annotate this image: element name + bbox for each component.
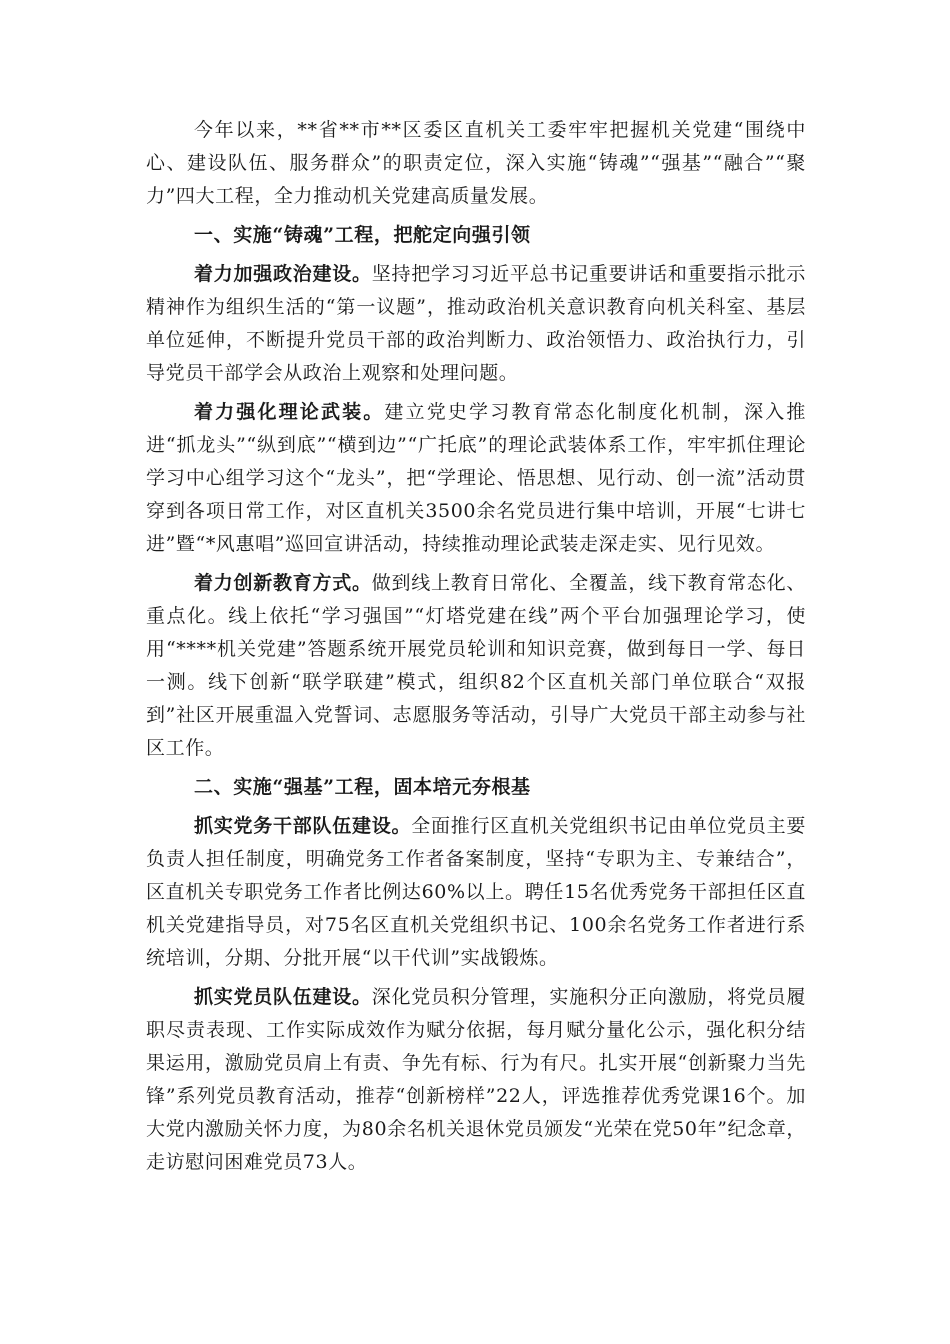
section-2-paragraph-2 (146, 981, 806, 1179)
paragraph-lead: 着力加强政治建设。 (194, 263, 372, 285)
paragraph-text: 做到线上教育日常化、全覆盖，线下教育常态化、重点化。线上依托“学习强国”“灯塔党建在线”两个平台加强理论学习，使用“****机关党建”答题系统开展党员轮训和知识竞赛，做到每日一学、每日一测。线下创新“联学联建”模式，组织82个区直机关部门单位联合“双报到”社区开展重温入党誓词、志愿服务等活动，引导广大党员干部主动参与社区工作。 (146, 572, 806, 759)
paragraph-text: 坚持把学习习近平总书记重要讲话和重要指示批示精神作为组织生活的“第一议题”，推动政治机关意识教育向机关科室、基层单位延伸，不断提升党员干部的政治判断力、政治领悟力、政治执行力，引导党员干部学会从政治上观察和处理问题。 (146, 263, 806, 384)
intro-paragraph: 今年以来，**省**市**区委区直机关工委牢牢把握机关党建“围绕中心、建设队伍、服务群众”的职责定位，深入实施“铸魂”“强基”“融合”“聚力”四大工程，全力推动机关党建高质量发展。 (146, 119, 806, 207)
paragraph-lead: 抓实党务干部队伍建设。 (194, 815, 412, 837)
paragraph-lead: 着力强化理论武装。 (194, 401, 385, 423)
document-page (146, 114, 806, 1185)
section-1-paragraph-3 (146, 567, 806, 765)
section-heading-2: 二、实施“强基”工程，固本培元夯根基 (194, 776, 531, 798)
section-2-paragraph-1 (146, 810, 806, 975)
paragraph-text: 全面推行区直机关党组织书记由单位党员主要负责人担任制度，明确党务工作者备案制度，坚持“专职为主、专兼结合”，区直机关专职党务工作者比例达60%以上。聘任15名优秀党务干部担任区直机关党建指导员，对75名区直机关党组织书记、100余名党务工作者进行系统培训，分期、分批开展“以干代训”实战锻炼。 (146, 815, 806, 969)
paragraph-text: 建立党史学习教育常态化制度化机制，深入推进“抓龙头”“纵到底”“横到边”“广托底”的理论武装体系工作，牢牢抓住理论学习中心组学习这个“龙头”，把“学理论、悟思想、见行动、创一流”活动贯穿到各项日常工作，对区直机关3500余名党员进行集中培训，开展“七讲七进”暨“*风惠唱”巡回宣讲活动，持续推动理论武装走深走实、见行见效。 (146, 401, 806, 555)
section-heading-1: 一、实施“铸魂”工程，把舵定向强引领 (194, 224, 531, 246)
paragraph-lead: 着力创新教育方式。 (194, 572, 372, 594)
section-1-paragraph-1 (146, 258, 806, 390)
paragraph-lead: 抓实党员队伍建设。 (194, 986, 372, 1008)
paragraph-text: 深化党员积分管理，实施积分正向激励，将党员履职尽责表现、工作实际成效作为赋分依据，每月赋分量化公示，强化积分结果运用，激励党员肩上有责、争先有标、行为有尺。扎实开展“创新聚力当先锋”系列党员教育活动，推荐“创新榜样”22人，评选推荐优秀党课16个。加大党内激励关怀力度，为80余名机关退休党员颁发“光荣在党50年”纪念章，走访慰问困难党员73人。 (146, 986, 806, 1173)
section-1-paragraph-2 (146, 396, 806, 561)
